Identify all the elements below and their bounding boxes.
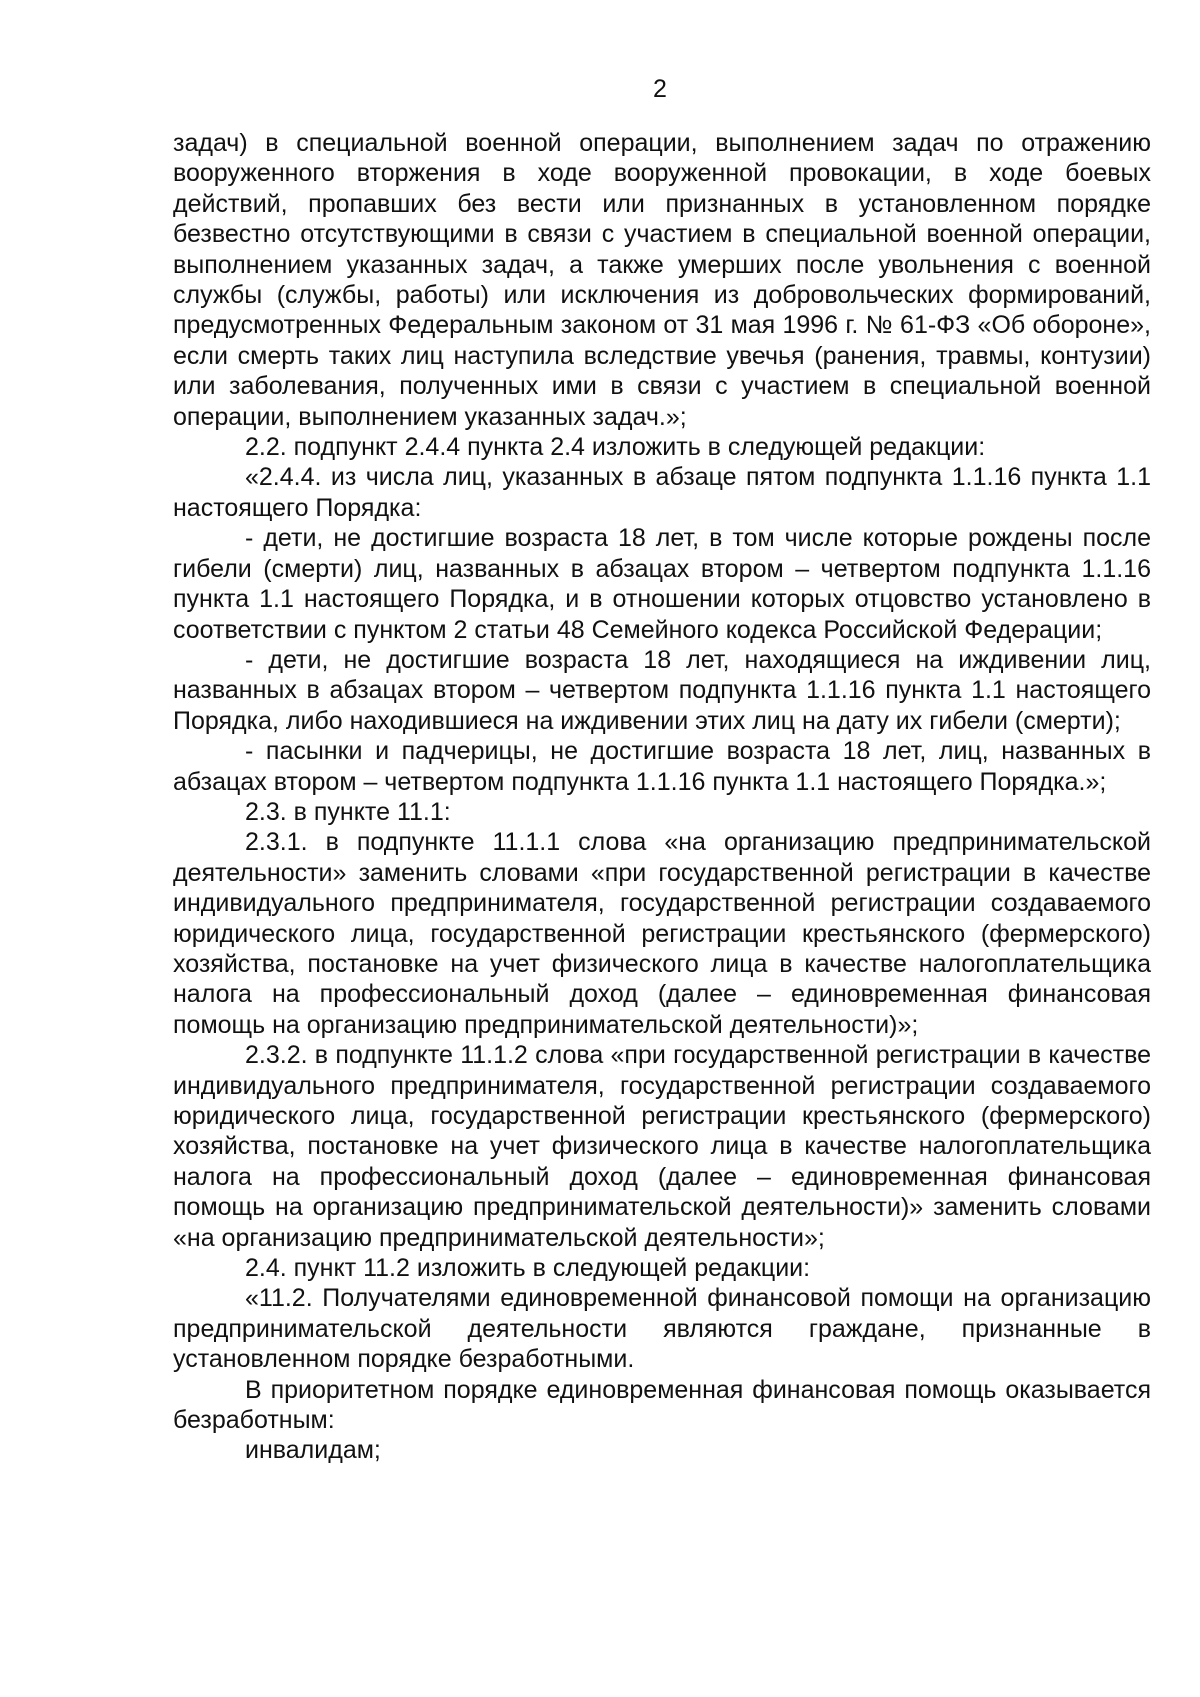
paragraph-2-2: 2.2. подпункт 2.4.4 пункта 2.4 изложить в следующей редакции: xyxy=(245,433,986,462)
paragraph-2-3: 2.3. в пункте 11.1: xyxy=(245,797,451,826)
paragraph-disabled: инвалидам; xyxy=(245,1436,381,1465)
page-number: 2 xyxy=(653,75,667,103)
paragraph-stepchildren: - пасынки и падчерицы, не достигшие возраста 18 лет, лиц, названных в абзацах втором – четвертом подпункта 1.1.16 пункта 1.1 настоящего Порядка.»; xyxy=(173,737,1151,796)
paragraph-2-3-2: 2.3.2. в подпункте 11.1.2 слова «при государственной регистрации в качестве индивидуального предпринимателя, государственной регистрации создаваемого юридического лица, государственной регистрации крестьянского (фермерского) хозяйства, постановке на учет физического лица в качестве налогоплательщика налога на профессиональный доход (далее – единовременная финансовая помощь на организацию предпринимательской деятельности)» заменить словами «на организацию предпринимательской деятельности»; xyxy=(173,1041,1151,1252)
paragraph-children-dependents: - дети, не достигшие возраста 18 лет, находящиеся на иждивении лиц, названных в абзацах втором – четвертом подпункта 1.1.16 пункта 1.1 настоящего Порядка, либо находившиеся на иждивении этих лиц на дату их гибели (смерти); xyxy=(173,645,1151,735)
paragraph-children-born-after: - дети, не достигшие возраста 18 лет, в том числе которые рождены после гибели (смерти) лиц, названных в абзацах втором – четвертом подпункта 1.1.16 пункта 1.1 настоящего Порядка, и в отношении которых отцовство установлено в соответствии с пунктом 2 статьи 48 Семейного кодекса Российской Федерации; xyxy=(173,524,1151,644)
paragraph-11-2: «11.2. Получателями единовременной финансовой помощи на организацию предпринимательской деятельности являются граждане, признанные в установленном порядке безработными. xyxy=(173,1284,1151,1374)
document-body xyxy=(173,128,1151,1466)
paragraph-2-4-4: «2.4.4. из числа лиц, указанных в абзаце пятом подпункта 1.1.16 пункта 1.1 настоящего Порядка: xyxy=(173,463,1151,522)
paragraph-priority: В приоритетном порядке единовременная финансовая помощь оказывается безработным: xyxy=(173,1375,1151,1435)
paragraph-2-3-1: 2.3.1. в подпункте 11.1.1 слова «на организацию предпринимательской деятельности» заменить словами «при государственной регистрации в качестве индивидуального предпринимателя, государственной регистрации создаваемого юридического лица, государственной регистрации крестьянского (фермерского) хозяйства, постановке на учет физического лица в качестве налогоплательщика налога на профессиональный доход (далее – единовременная финансовая помощь на организацию предпринимательской деятельности)»; xyxy=(173,828,1151,1039)
paragraph-2-4: 2.4. пункт 11.2 изложить в следующей редакции: xyxy=(245,1254,811,1283)
paragraph-continuation: задач) в специальной военной операции, выполнением задач по отражению вооруженного вторжения в ходе вооруженной провокации, в ходе боевых действий, пропавших без вести или признанных в установленном порядке безвестно отсутствующими в связи с участием в специальной военной операции, выполнением указанных задач, а также умерших после увольнения с военной службы (службы, работы) или исключения из добровольческих формирований, предусмотренных Федеральным законом от 31 мая 1996 г. № 61-ФЗ «Об обороне», если смерть таких лиц наступила вследствие увечья (ранения, травмы, контузии) или заболевания, полученных ими в связи с участием в специальной военной операции, выполнением указанных задач.»; xyxy=(173,129,1151,431)
